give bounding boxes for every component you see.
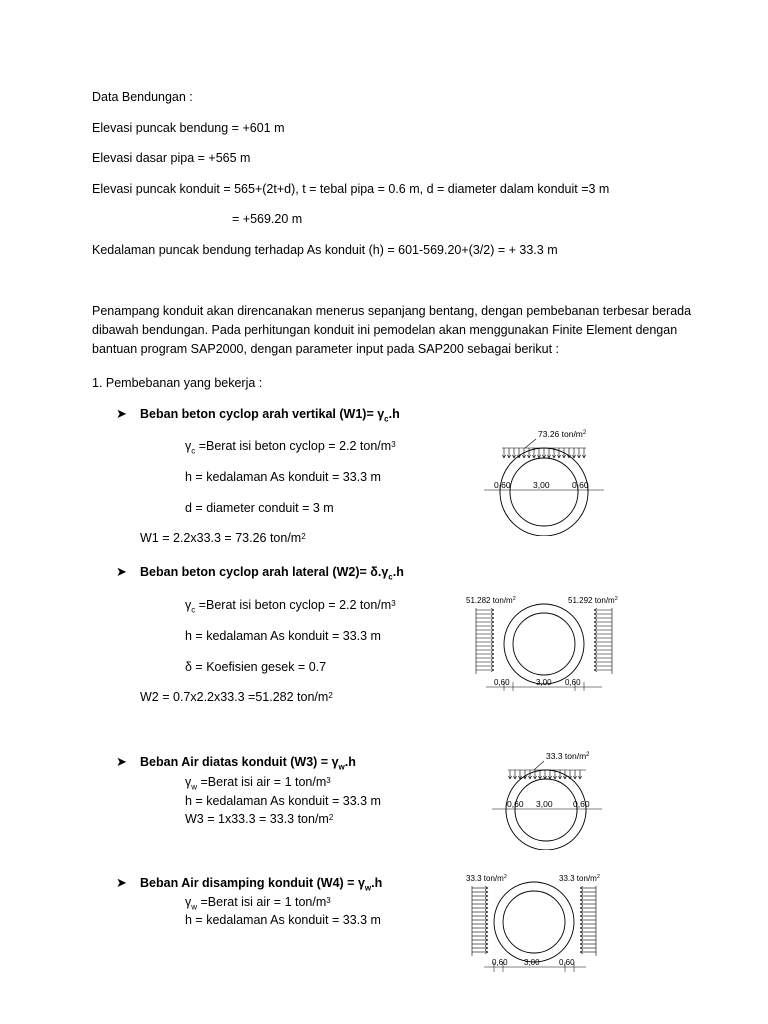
w2-delta: δ = Koefisien gesek = 0.7 [185, 660, 327, 674]
w4-dim-c: 0,60 [559, 958, 575, 967]
w4-fig-label-right: 33.3 ton/$m^2$ [559, 874, 600, 883]
w4-gamma: $\gamma_w$ =Berat isi air = 1 ton/$m^3$ [185, 895, 331, 912]
w3-figure [488, 750, 612, 850]
bullet-icon: ➤ [116, 406, 127, 421]
w1-figure [480, 428, 620, 536]
w4-h: h = kedalaman As konduit = 33.3 m [185, 913, 381, 927]
bullet-icon: ➤ [116, 754, 127, 769]
w1-outer-circle [500, 448, 588, 536]
w1-dim-a: 0,60 [494, 480, 511, 490]
w2-title: Beban beton cyclop arah lateral $(W2)= \delta.\gamma_c.h$ [140, 565, 404, 582]
w2-outer-circle [504, 604, 584, 684]
w2-figure [466, 594, 622, 694]
w1-gamma: $\gamma_c$ =Berat isi beton cyclop = 2.2 ton/$m^3$ [185, 439, 396, 456]
w2-dim-b: 3,00 [536, 678, 552, 687]
w1-title: Beban beton cyclop arah vertikal $(W1)= \gamma_c.h$ [140, 407, 400, 424]
elevasi-dasar: Elevasi dasar pipa = +565 m [92, 151, 251, 165]
w3-dim-a: 0,60 [507, 799, 524, 809]
header: Data Bendungan : [92, 90, 193, 104]
elevasi-konduit-result: = +569.20 m [232, 212, 303, 226]
w4-inner-circle [503, 891, 565, 953]
w4-fig-label-left: 33.3 ton/$m^2$ [466, 874, 507, 883]
w3-gamma: $\gamma_w$ =Berat isi air = 1 ton/$m^3$ [185, 775, 331, 792]
kedalaman: Kedalaman puncak bendung terhadap As konduit (h) = 601-569.20+(3/2) = + 33.3 m [92, 243, 558, 257]
bullet-icon: ➤ [116, 564, 127, 579]
w1-dim-b: 3,00 [533, 480, 550, 490]
elevasi-puncak: Elevasi puncak bendung = +601 m [92, 121, 285, 135]
w4-title: Beban Air disamping konduit $(W4) = \gamma_w.h$ [140, 876, 383, 893]
w2-fig-label-right: 51.292 ton/$m^2$ [568, 596, 618, 605]
w2-load-arrows [476, 608, 612, 674]
w3-outer-circle [506, 770, 586, 850]
bullet-icon: ➤ [116, 875, 127, 890]
w4-dim-b: 3,00 [524, 958, 540, 967]
w1-inner-circle [510, 458, 578, 526]
w1-h: h = kedalaman As konduit = 33.3 m [185, 470, 381, 484]
w4-dim-a: 0,60 [492, 958, 508, 967]
w4-load-arrows [472, 886, 596, 956]
w3-title: Beban Air diatas konduit $(W3) = \gamma_w.h$ [140, 755, 356, 772]
w4-figure [462, 872, 606, 976]
w2-dim-a: 0,60 [494, 678, 510, 687]
w2-fig-label-left: 51.282 ton/$m^2$ [466, 596, 516, 605]
w2-gamma: $\gamma_c$ =Berat isi beton cyclop = 2.2 ton/$m^3$ [185, 598, 396, 615]
w2-dim-c: 0,60 [565, 678, 581, 687]
w3-dim-c: 0,60 [573, 799, 590, 809]
paragraph: Penampang konduit akan direncanakan menerus sepanjang bentang, dengan pembebanan terbesar berada dibawah bendungan. Pada perhitungan konduit ini pemodelan akan menggunakan Finite Element dengan bantuan program SAP2000, dengan parameter input pada SAP200 sebagai berikut : [92, 304, 692, 356]
w3-load-arrows [508, 770, 586, 779]
w1-d: d = diameter conduit = 3 m [185, 501, 334, 515]
w2-result: W2 = 0.7x2.2x33.3 =51.282 ton/$m^2$ [140, 690, 333, 704]
w3-fig-label: 33.3 ton/$m^2$ [546, 751, 590, 761]
w1-fig-label: 73.26 ton/$m^2$ [538, 429, 587, 439]
section-title: 1. Pembebanan yang bekerja : [92, 376, 263, 390]
w2-h: h = kedalaman As konduit = 33.3 m [185, 629, 381, 643]
w3-dim-b: 3,00 [536, 799, 553, 809]
w3-result: W3 = 1x33.3 = 33.3 ton/$m^2$ [185, 812, 334, 826]
w4-outer-circle [494, 882, 574, 962]
w3-h: h = kedalaman As konduit = 33.3 m [185, 794, 381, 808]
w3-inner-circle [515, 779, 577, 841]
w1-load-arrows [502, 448, 586, 458]
w1-result: W1 = 2.2x33.3 = 73.26 ton/$m^2$ [140, 531, 306, 545]
elevasi-konduit: Elevasi puncak konduit = 565+(2t+d), t = tebal pipa = 0.6 m, d = diameter dalam konduit =3 m [92, 182, 610, 196]
w2-inner-circle [513, 613, 575, 675]
w1-dim-c: 0,60 [572, 480, 589, 490]
